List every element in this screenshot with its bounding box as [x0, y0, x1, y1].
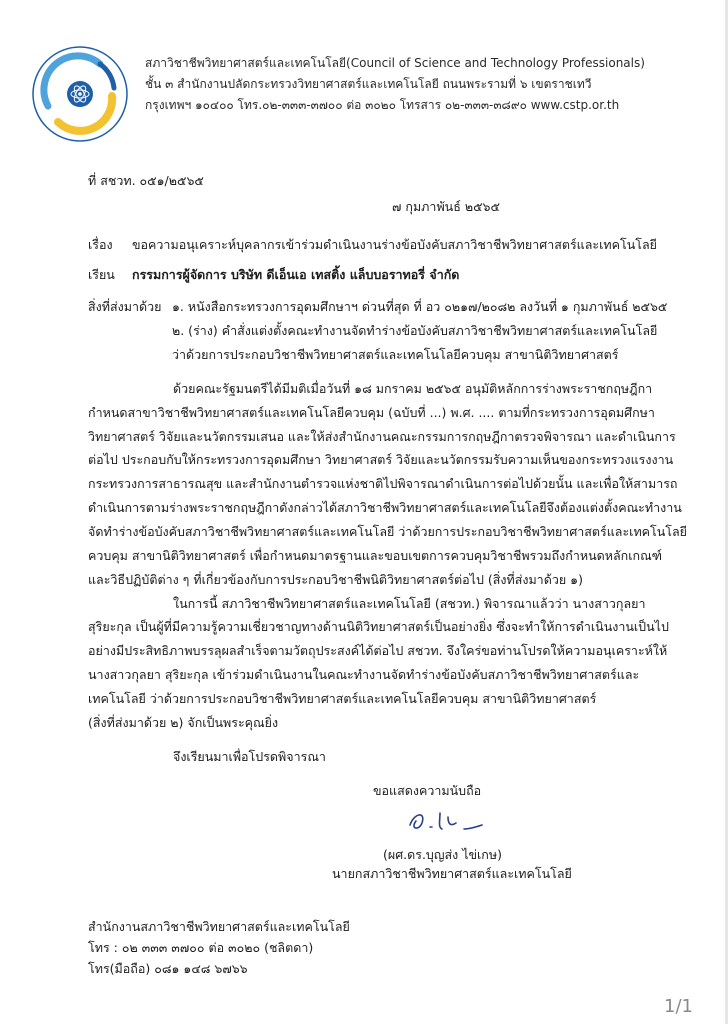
closing-request: จึงเรียนมาเพื่อโปรดพิจารณา	[173, 749, 326, 764]
paragraph2-line: (สิ่งที่ส่งมาด้วย ๒) จักเป็นพระคุณยิ่ง	[88, 715, 279, 730]
recipient-text: กรรมการผู้จัดการ บริษัท ดีเอ็นเอ เทสติ้ง แล็บบอราทอรี่ จำกัด	[132, 267, 460, 282]
enclosure-item: ว่าด้วยการประกอบวิชาชีพวิทยาศาสตร์และเทคโนโลยีควบคุม สาขานิติวิทยาศาสตร์	[172, 347, 619, 362]
reference-number: ที่ สชวท. ๐๕๑/๒๕๖๕	[88, 173, 204, 188]
subject-text: ขอความอนุเคราะห์บุคลากรเข้าร่วมดำเนินงานร่างข้อบังคับสภาวิชาชีพวิทยาศาสตร์และเทคโนโลยี	[132, 237, 657, 252]
paragraph1-line: ดำเนินการตามร่างพระราชกฤษฎีกาดังกล่าวได้สภาวิชาชีพวิทยาศาสตร์และเทคโนโลยีจึงต้องแต่งตั้งคณะทำงาน	[88, 500, 682, 515]
paragraph1-line: จัดทำร่างข้อบังคับสภาวิชาชีพวิทยาศาสตร์และเทคโนโลยี ว่าด้วยการประกอบวิชาชีพวิทยาศาสตร์และเทคโนโลยี	[88, 524, 688, 539]
paragraph1-line: วิทยาศาสตร์ วิจัยและนวัตกรรมเสนอ และให้ส่งสำนักงานคณะกรรมการกฤษฎีกาตรวจพิจารณา และดำเนินการ	[88, 429, 676, 444]
paragraph1-line: ด้วยคณะรัฐมนตรีได้มีมติเมื่อวันที่ ๑๘ มกราคม ๒๕๖๕ อนุมัติหลักการร่างพระราชกฤษฎีกา	[173, 381, 653, 396]
salutation: ขอแสดงความนับถือ	[373, 783, 482, 798]
header-org-name: สภาวิชาชีพวิทยาศาสตร์และเทคโนโลยี(Council of Science and Technology Professionals)	[145, 56, 645, 70]
paragraph2-line: อย่างมีประสิทธิภาพบรรลุผลสำเร็จตามวัตถุประสงค์ได้ต่อไป สชวท. จึงใคร่ขอท่านโปรดให้ความอนุเคราะห์ให้	[88, 643, 668, 658]
signature-icon	[404, 803, 484, 837]
cstp-logo-icon	[30, 44, 130, 144]
footer-mobile: โทร(มือถือ) ๐๘๑ ๑๔๘ ๖๗๖๖	[88, 961, 248, 976]
paragraph1-line: กระทรวงการสาธารณสุข และสำนักงานตำรวจแห่งชาติไปพิจารณาดำเนินการต่อไปด้วยนั้น และเพื่อให้สามารถ	[88, 476, 678, 491]
paragraph1-line: กำหนดสาขาวิชาชีพวิทยาศาสตร์และเทคโนโลยีควบคุม (ฉบับที่ ...) พ.ศ. .... ตามที่กระทรวงการอุดมศึกษา	[88, 405, 655, 420]
recipient-label: เรียน	[88, 267, 115, 282]
paragraph2-line: สุริยะกุล เป็นผู้ที่มีความรู้ความเชี่ยวชาญทางด้านนิติวิทยาศาสตร์เป็นอย่างยิ่ง ซึ่งจะทำให้การดำเนินงานเป็นไป	[88, 619, 669, 634]
paragraph1-line: ต่อไป ประกอบกับให้กระทรวงการอุดมศึกษา วิทยาศาสตร์ วิจัยและนวัตกรรมรับความเห็นของกระทรวงแรงงาน	[88, 452, 674, 467]
paragraph2-line: นางสาวกุลยา สุริยะกุล เข้าร่วมดำเนินงานในคณะทำงานจัดทำร่างข้อบังคับสภาวิชาชีพวิทยาศาสตร์และ	[88, 667, 640, 682]
paragraph2-line: ในการนี้ สภาวิชาชีพวิทยาศาสตร์และเทคโนโลยี (สชวท.) พิจารณาแล้วว่า นางสาวกุลยา	[173, 596, 646, 611]
header-contact: กรุงเทพฯ ๑๐๔๐๐ โทร.๐๒-๓๓๓-๓๗๐๐ ต่อ ๓๐๒๐ โทรสาร ๐๒-๓๓๓-๓๘๙๐ www.cstp.or.th	[145, 98, 620, 112]
page-indicator: 1/1	[664, 996, 693, 1017]
enclosure-item: ๒. (ร่าง) คำสั่งแต่งตั้งคณะทำงานจัดทำร่างข้อบังคับสภาวิชาชีพวิทยาศาสตร์และเทคโนโลยี	[172, 323, 658, 338]
signer-title: นายกสภาวิชาชีพวิทยาศาสตร์และเทคโนโลยี	[332, 866, 572, 881]
footer-phone: โทร : ๐๒ ๓๓๓ ๓๗๐๐ ต่อ ๓๐๒๐ (ชลิตดา)	[88, 940, 314, 955]
enclosure-item: ๑. หนังสือกระทรวงการอุดมศึกษาฯ ด่วนที่สุด ที่ อว ๐๒๑๗/๒๐๘๒ ลงวันที่ ๑ กุมภาพันธ์ ๒๕๖๕	[172, 299, 668, 314]
signer-name: (ผศ.ดร.บุญส่ง ไข่เกษ)	[383, 847, 502, 862]
enclosure-label: สิ่งที่ส่งมาด้วย	[88, 299, 162, 314]
paragraph1-line: ควบคุม สาขานิติวิทยาศาสตร์ เพื่อกำหนดมาตรฐานและขอบเขตการควบคุมวิชาชีพรวมถึงกำหนดหลักเกณฑ์	[88, 548, 663, 563]
letter-date: ๗ กุมภาพันธ์ ๒๕๖๕	[392, 199, 500, 214]
subject-label: เรื่อง	[88, 237, 113, 252]
paragraph2-line: เทคโนโลยี ว่าด้วยการประกอบวิชาชีพวิทยาศาสตร์และเทคโนโลยีควบคุม สาขานิติวิทยาศาสตร์	[88, 691, 597, 706]
footer-office: สำนักงานสภาวิชาชีพวิทยาศาสตร์และเทคโนโลยี	[88, 919, 350, 934]
header-address: ชั้น ๓ สำนักงานปลัดกระทรวงวิทยาศาสตร์และเทคโนโลยี ถนนพระรามที่ ๖ เขตราชเทวี	[145, 77, 592, 91]
paragraph1-line: และวิธีปฏิบัติต่าง ๆ ที่เกี่ยวข้องกับการประกอบวิชาชีพนิติวิทยาศาสตร์ต่อไป (สิ่งที่ส่งมาด้วย ๑)	[88, 572, 583, 587]
